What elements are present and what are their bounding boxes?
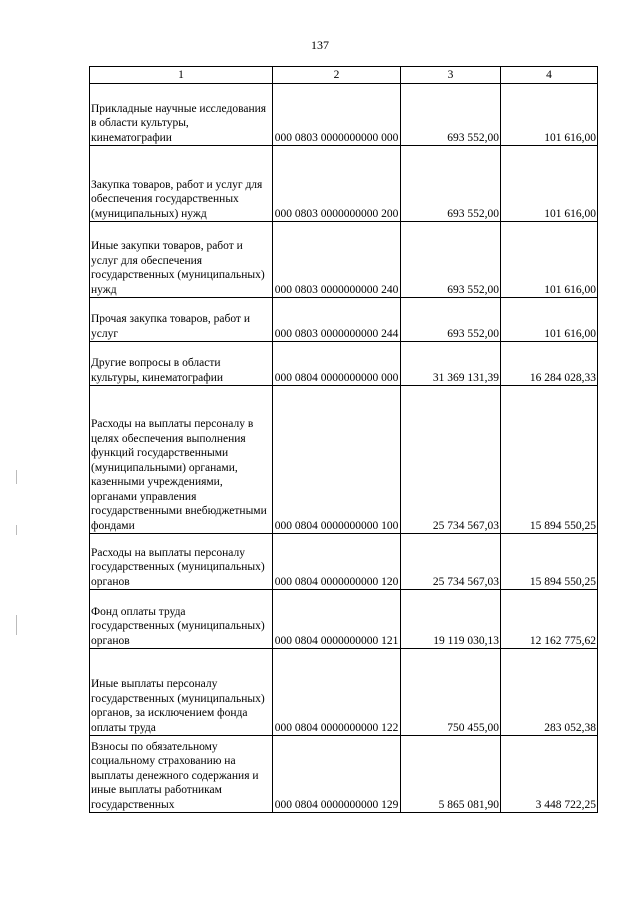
table-row bbox=[90, 222, 598, 298]
row-value-col4: 283 052,38 bbox=[501, 649, 598, 736]
row-code: 000 0804 0000000000 122 bbox=[273, 649, 401, 736]
row-value-col3: 5 865 081,90 bbox=[401, 736, 501, 813]
row-code: 000 0804 0000000000 129 bbox=[273, 736, 401, 813]
row-code: 000 0804 0000000000 121 bbox=[273, 590, 401, 649]
table-row bbox=[90, 298, 598, 342]
row-value-col3: 19 119 030,13 bbox=[401, 590, 501, 649]
row-code: 000 0804 0000000000 120 bbox=[273, 534, 401, 590]
row-value-col4: 101 616,00 bbox=[501, 222, 598, 298]
column-header: 3 bbox=[401, 67, 501, 84]
row-value-col4: 16 284 028,33 bbox=[501, 342, 598, 386]
row-value-col3: 693 552,00 bbox=[401, 146, 501, 222]
row-value-col4: 101 616,00 bbox=[501, 298, 598, 342]
table-row bbox=[90, 84, 598, 146]
row-code: 000 0804 0000000000 000 bbox=[273, 342, 401, 386]
row-value-col3: 750 455,00 bbox=[401, 649, 501, 736]
row-value-col3: 693 552,00 bbox=[401, 222, 501, 298]
row-value-col4: 101 616,00 bbox=[501, 84, 598, 146]
table-row bbox=[90, 534, 598, 590]
row-name: Расходы на выплаты персоналу государственных (муниципальных) органов bbox=[90, 534, 273, 590]
row-name: Иные закупки товаров, работ и услуг для обеспечения государственных (муниципальных) нужд bbox=[90, 222, 273, 298]
row-name: Иные выплаты персоналу государственных (муниципальных) органов, за исключением фонда оплаты труда bbox=[90, 649, 273, 736]
row-name: Расходы на выплаты персоналу в целях обеспечения выполнения функций государственными (муниципальными) органами, казенными учреждениями, органами управления государственными внебюджетными фондами bbox=[90, 386, 273, 534]
header-row bbox=[90, 67, 598, 84]
scan-edge-mark bbox=[16, 525, 17, 535]
table-row bbox=[90, 146, 598, 222]
row-value-col3: 25 734 567,03 bbox=[401, 534, 501, 590]
row-name: Прикладные научные исследования в области культуры, кинематографии bbox=[90, 84, 273, 146]
row-name: Взносы по обязательному социальному страхованию на выплаты денежного содержания и иные выплаты работникам государственных bbox=[90, 736, 273, 813]
row-value-col3: 25 734 567,03 bbox=[401, 386, 501, 534]
page-number: 137 bbox=[311, 38, 329, 52]
column-header: 4 bbox=[501, 67, 598, 84]
row-value-col4: 3 448 722,25 bbox=[501, 736, 598, 813]
column-header: 1 bbox=[90, 67, 273, 84]
row-code: 000 0803 0000000000 000 bbox=[273, 84, 401, 146]
row-value-col4: 12 162 775,62 bbox=[501, 590, 598, 649]
row-value-col4: 15 894 550,25 bbox=[501, 534, 598, 590]
row-value-col3: 31 369 131,39 bbox=[401, 342, 501, 386]
row-value-col3: 693 552,00 bbox=[401, 84, 501, 146]
column-header: 2 bbox=[273, 67, 401, 84]
budget-table bbox=[89, 66, 598, 813]
row-code: 000 0804 0000000000 100 bbox=[273, 386, 401, 534]
scan-edge-mark bbox=[16, 615, 17, 635]
table-row bbox=[90, 736, 598, 813]
row-value-col3: 693 552,00 bbox=[401, 298, 501, 342]
row-name: Закупка товаров, работ и услуг для обеспечения государственных (муниципальных) нужд bbox=[90, 146, 273, 222]
row-code: 000 0803 0000000000 244 bbox=[273, 298, 401, 342]
table-row bbox=[90, 649, 598, 736]
row-name: Фонд оплаты труда государственных (муниципальных) органов bbox=[90, 590, 273, 649]
table-row bbox=[90, 590, 598, 649]
row-value-col4: 15 894 550,25 bbox=[501, 386, 598, 534]
row-code: 000 0803 0000000000 200 bbox=[273, 146, 401, 222]
row-name: Прочая закупка товаров, работ и услуг bbox=[90, 298, 273, 342]
scan-edge-mark bbox=[16, 470, 17, 484]
row-value-col4: 101 616,00 bbox=[501, 146, 598, 222]
table-row bbox=[90, 386, 598, 534]
table-row bbox=[90, 342, 598, 386]
row-name: Другие вопросы в области культуры, кинематографии bbox=[90, 342, 273, 386]
row-code: 000 0803 0000000000 240 bbox=[273, 222, 401, 298]
